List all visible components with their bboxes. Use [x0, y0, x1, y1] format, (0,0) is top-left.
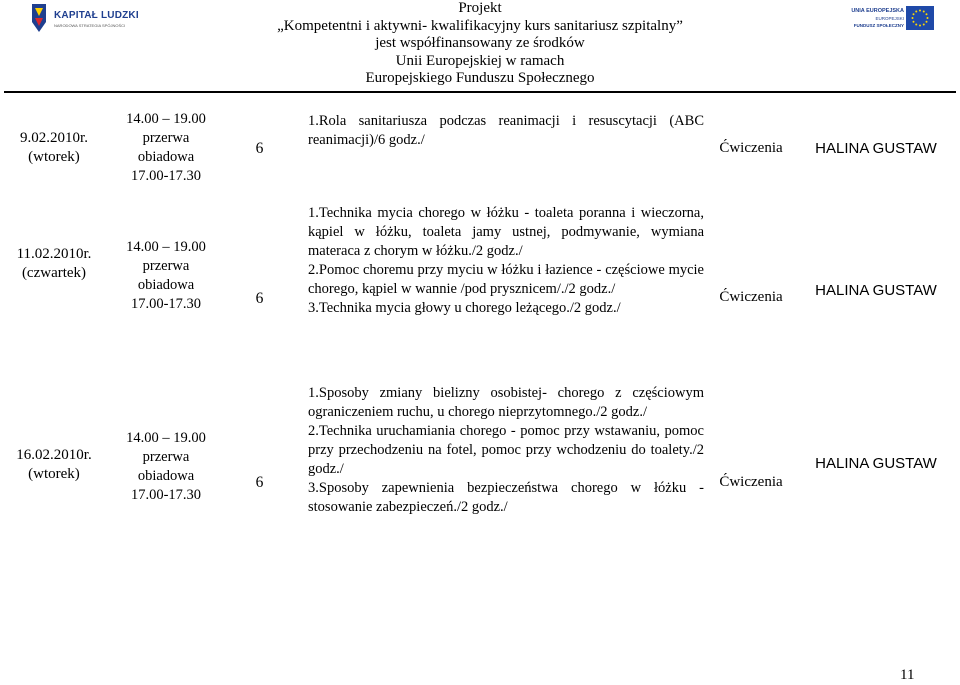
schedule-row	[0, 384, 960, 514]
logo-left-subtitle: NARODOWA STRATEGIA SPÓJNOŚCI	[54, 23, 126, 28]
date: 16.02.2010r.	[16, 447, 92, 463]
teacher-cell: HALINA GUSTAW	[815, 454, 937, 472]
teacher-cell: HALINA GUSTAW	[815, 281, 937, 299]
topic-item: 3.Sposoby zapewnienia bezpieczeństwa chorego w łóżku - stosowanie zabezpieczeń./2 godz./	[308, 480, 704, 515]
hours-cell: 6	[255, 473, 264, 491]
break-label: obiadowa	[137, 149, 195, 165]
logo-left-name: KAPITAŁ LUDZKI	[54, 10, 139, 21]
teacher-cell: HALINA GUSTAW	[815, 139, 937, 157]
topic-cell	[308, 112, 704, 184]
hours-cell: 6	[255, 289, 264, 307]
break-time: 17.00-17.30	[130, 296, 202, 312]
page-number: 11	[900, 667, 915, 683]
break-label: przerwa	[142, 449, 190, 465]
title-line: Projekt	[458, 0, 502, 16]
date: 9.02.2010r.	[20, 130, 88, 146]
class-type-cell: Ćwiczenia	[719, 288, 783, 305]
eu-efs-logo	[846, 4, 936, 34]
break-label: przerwa	[142, 130, 190, 146]
topic-item: 1.Sposoby zmiany bielizny osobistej- chorego z częściowym ograniczeniem ruchu, u chorego nieprzytomnego./2 godz./	[308, 385, 704, 420]
time-range: 14.00 – 19.00	[126, 430, 206, 446]
topic-item: 2.Technika uruchamiania chorego - pomoc przy wstawaniu, pomoc przy przechodzeniu na fotel, pomoc przy wchodzeniu do toalety./2 godz./	[308, 423, 704, 477]
break-time: 17.00-17.30	[130, 487, 202, 503]
title-line: jest współfinansowany ze środków	[375, 35, 585, 51]
eu-logo-line: FUNDUSZ SPOŁECZNY	[853, 23, 904, 28]
day-of-week: (wtorek)	[28, 466, 80, 482]
time-range: 14.00 – 19.00	[126, 111, 206, 127]
page-header	[0, 0, 960, 92]
time-range: 14.00 – 19.00	[126, 239, 206, 255]
schedule-row	[0, 205, 960, 332]
date-cell	[2, 112, 106, 184]
break-label: przerwa	[142, 258, 190, 274]
topic-cell	[308, 384, 704, 514]
project-title	[230, 0, 730, 88]
schedule-row	[0, 112, 960, 184]
title-line: Europejskiego Funduszu Społecznego	[365, 70, 595, 86]
kapital-ludzki-logo	[30, 2, 139, 36]
break-label: obiadowa	[137, 277, 195, 293]
date: 11.02.2010r.	[16, 246, 92, 262]
class-type-cell: Ćwiczenia	[719, 473, 783, 490]
date-cell	[2, 196, 106, 332]
day-of-week: (wtorek)	[28, 149, 80, 165]
topic-item: 1.Technika mycia chorego w łóżku - toaleta poranna i wieczorna, kąpiel w łóżku, toaleta jamy ustnej, podmywanie, wymiana materaca z chorym w łóżku./2 godz./	[308, 205, 704, 259]
eu-logo-text	[846, 8, 904, 29]
title-line: „Kompetentni i aktywni- kwalifikacyjny kurs sanitariusz szpitalny”	[277, 17, 683, 34]
topic-item: 2.Pomoc choremu przy myciu w łóżku i łazience - częściowe mycie chorego, kąpiel w wannie /pod prysznicem/./2 godz./	[308, 262, 704, 297]
eu-logo-line: EUROPEJSKI	[875, 16, 904, 21]
topic-cell	[308, 204, 704, 332]
break-label: obiadowa	[137, 468, 195, 484]
eu-flag-icon	[906, 6, 934, 30]
title-line: Unii Europejskiej w ramach	[395, 52, 565, 69]
day-of-week: (czwartek)	[21, 265, 87, 281]
class-type-cell: Ćwiczenia	[719, 139, 783, 156]
eu-logo-line: UNIA EUROPEJSKA	[851, 8, 904, 14]
time-cell	[110, 112, 222, 184]
date-cell	[2, 416, 106, 514]
header-divider	[4, 91, 956, 93]
topic-item: 3.Technika mycia głowy u chorego leżącego./2 godz./	[308, 300, 621, 316]
time-cell	[110, 420, 222, 514]
hours-cell: 6	[255, 139, 264, 157]
break-time: 17.00-17.30	[130, 168, 202, 184]
topic-item: 1.Rola sanitariusza podczas reanimacji i resuscytacji (ABC reanimacji)/6 godz./	[308, 113, 704, 148]
kapital-ludzki-logo-mark	[30, 2, 48, 34]
time-cell	[110, 220, 222, 332]
